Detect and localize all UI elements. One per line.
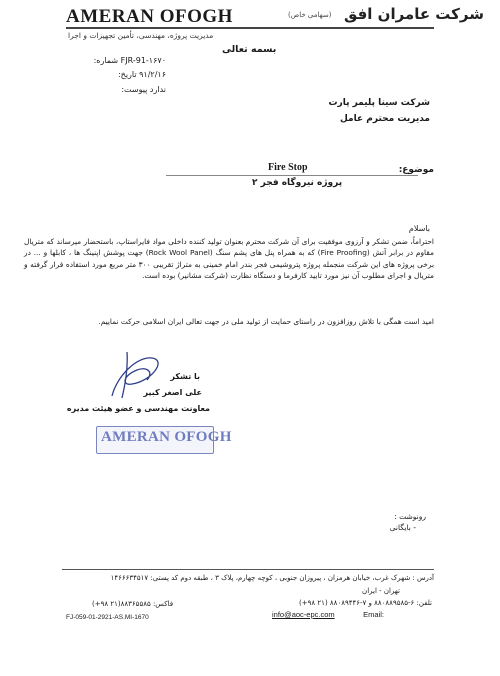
- logo-text: AMERAN OFOGH: [66, 6, 233, 27]
- department-line: مدیریت پروژه، مهندسی، تأمین تجهیزات و اجرا: [68, 31, 214, 40]
- number-value: FJR-91-۱۶۷۰: [120, 56, 166, 65]
- company-stamp: [96, 426, 232, 454]
- body-paragraph-2: امید است همگی با تلاش روزافزون در راستای حمایت از تولید ملی در جهت تعالی ایران اسلامی حرکت نماییم.: [98, 317, 434, 326]
- footer-rule: [62, 569, 434, 570]
- letter-number: [86, 56, 166, 65]
- recipient-company: شرکت سینا پلیمر پارت: [328, 98, 430, 108]
- signer-title: معاونت مهندسی و عضو هیئت مدیره: [66, 404, 210, 413]
- salutation: باسلام: [408, 224, 430, 233]
- date-value: ۹۱/۲/۱۶: [139, 70, 166, 79]
- number-label: شماره:: [93, 56, 119, 65]
- subject-label: موضوع:: [398, 165, 434, 175]
- letter-date: [86, 70, 166, 79]
- cc-archive: - بایگانی: [389, 523, 416, 532]
- cc-label: رونوشت :: [394, 512, 426, 521]
- attachment-value: ندارد: [149, 85, 166, 94]
- basmala: بسمه تعالی: [222, 44, 277, 55]
- company-logo: [66, 6, 233, 28]
- stamp-text: AMERAN OFOGH: [101, 429, 232, 445]
- subject-divider: [166, 175, 418, 176]
- header-rule: [66, 27, 434, 29]
- form-code: FJ-059-01-2921-AS.MI-1670: [66, 614, 149, 621]
- handwritten-signature: [92, 346, 182, 406]
- subject-english: Fire Stop: [268, 162, 308, 173]
- company-type: (سهامی خاص): [288, 11, 332, 19]
- closing-thanks: با تشکر: [170, 372, 200, 381]
- footer-city: تهران - ایران: [362, 587, 400, 595]
- body-paragraph-1: احتراماً، ضمن تشکر و آرزوی موفقیت برای آن شرکت محترم بعنوان تولید کننده داخلی مواد فایراستاپ، باستحضار میرساند که متریال مقاوم در برابر آتش (Fire Proofing) که به همراه پنل های پشم سنگ (Rock Wool Panel) جهت پوشش اپنینگ ها ، کابلها و ... در برخی پروژه های این شرکت منجمله پروژه پتروشیمی فجر بندر امام خمینی به متراژ تقریبی ۳۰۰ متر مربع مورد استفاده قرار گرفته و متریال و اجرای مطلوب آن نیز مورد تایید کارفرما و دستگاه نظارت (شرکت مشانیر) بوده است.: [24, 237, 435, 280]
- email-link[interactable]: info@aoc-epc.com: [272, 610, 335, 619]
- attachment-label: پیوست:: [121, 85, 148, 94]
- subject-persian: پروژه نیروگاه فجر ۲: [252, 178, 343, 188]
- recipient-title: مدیریت محترم عامل: [340, 114, 430, 124]
- company-name: شرکت عامران افق: [343, 5, 484, 23]
- footer-fax: فاکس: ۸۸۳۶۵۵۸۵(۲۱ ۹۸+): [92, 600, 174, 608]
- footer-phone: تلفن: ۶-۸۸۰۸۸۹۵۸۵ و ۷-۸۸۰۸۹۴۴۶ (۲۱ ۹۸+): [299, 599, 432, 607]
- signer-name: علی اصغر کبیر: [143, 388, 202, 397]
- date-label: تاریخ:: [117, 70, 137, 79]
- footer-address: آدرس : شهرک غرب، خیابان هرمزان ، پیروزان جنوبی ، کوچه چهارم، پلاک ۳ ، طبقه دوم کد پستی: ۱۴۶۶۶۳۴۵۱۷: [110, 574, 434, 582]
- letter-attachment: [86, 85, 166, 94]
- email-label: Email:: [363, 610, 384, 619]
